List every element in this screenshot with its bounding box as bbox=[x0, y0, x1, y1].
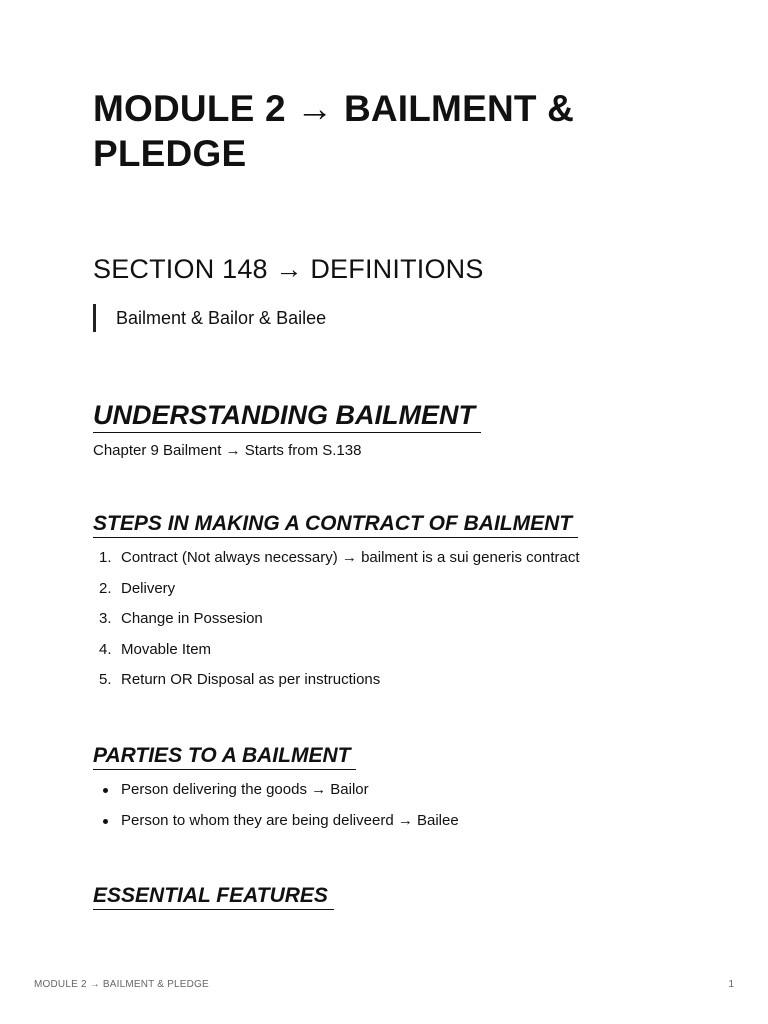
footer-title: MODULE 2 → BAILMENT & PLEDGE bbox=[34, 979, 209, 990]
bullet-icon bbox=[103, 788, 108, 793]
list-item-text: Delivery bbox=[121, 579, 176, 597]
steps-heading: STEPS IN MAKING A CONTRACT OF BAILMENT bbox=[93, 511, 578, 538]
page-number: 1 bbox=[728, 979, 734, 990]
list-item-number: 1. bbox=[99, 549, 112, 566]
list-item-text: Change in Possesion bbox=[121, 610, 263, 627]
list-item-number: 2. bbox=[99, 579, 112, 597]
parties-list bbox=[93, 780, 459, 841]
page-title: MODULE 2 → BAILMENT & PLEDGE bbox=[93, 88, 575, 174]
list-item bbox=[93, 811, 459, 842]
list-item-number: 3. bbox=[99, 610, 112, 627]
list-item bbox=[93, 609, 580, 640]
list-item-text: Return OR Disposal as per instructions bbox=[121, 671, 381, 688]
parties-heading: PARTIES TO A BAILMENT bbox=[93, 743, 356, 770]
list-item-text: Contract (Not always necessary) → bailment is a sui generis contract bbox=[121, 549, 580, 566]
essential-features-heading: ESSENTIAL FEATURES bbox=[93, 883, 334, 910]
chapter-note: Chapter 9 Bailment → Starts from S.138 bbox=[93, 442, 362, 459]
list-item bbox=[93, 670, 580, 701]
list-item-text: Movable Item bbox=[121, 640, 212, 658]
list-item bbox=[93, 579, 580, 610]
definition-quote: Bailment & Bailor & Bailee bbox=[93, 304, 326, 332]
section-heading: SECTION 148 → DEFINITIONS bbox=[93, 254, 484, 284]
list-item bbox=[93, 640, 580, 671]
list-item bbox=[93, 548, 580, 579]
steps-list bbox=[93, 548, 580, 701]
list-item-text: Person delivering the goods → Bailor bbox=[121, 781, 369, 798]
list-item-number: 4. bbox=[99, 640, 112, 658]
understanding-heading: UNDERSTANDING BAILMENT bbox=[93, 398, 481, 433]
list-item-number: 5. bbox=[99, 671, 112, 688]
list-item bbox=[93, 780, 459, 811]
list-item-text: Person to whom they are being deliveerd → Bailee bbox=[121, 811, 459, 829]
bullet-icon bbox=[103, 819, 108, 824]
